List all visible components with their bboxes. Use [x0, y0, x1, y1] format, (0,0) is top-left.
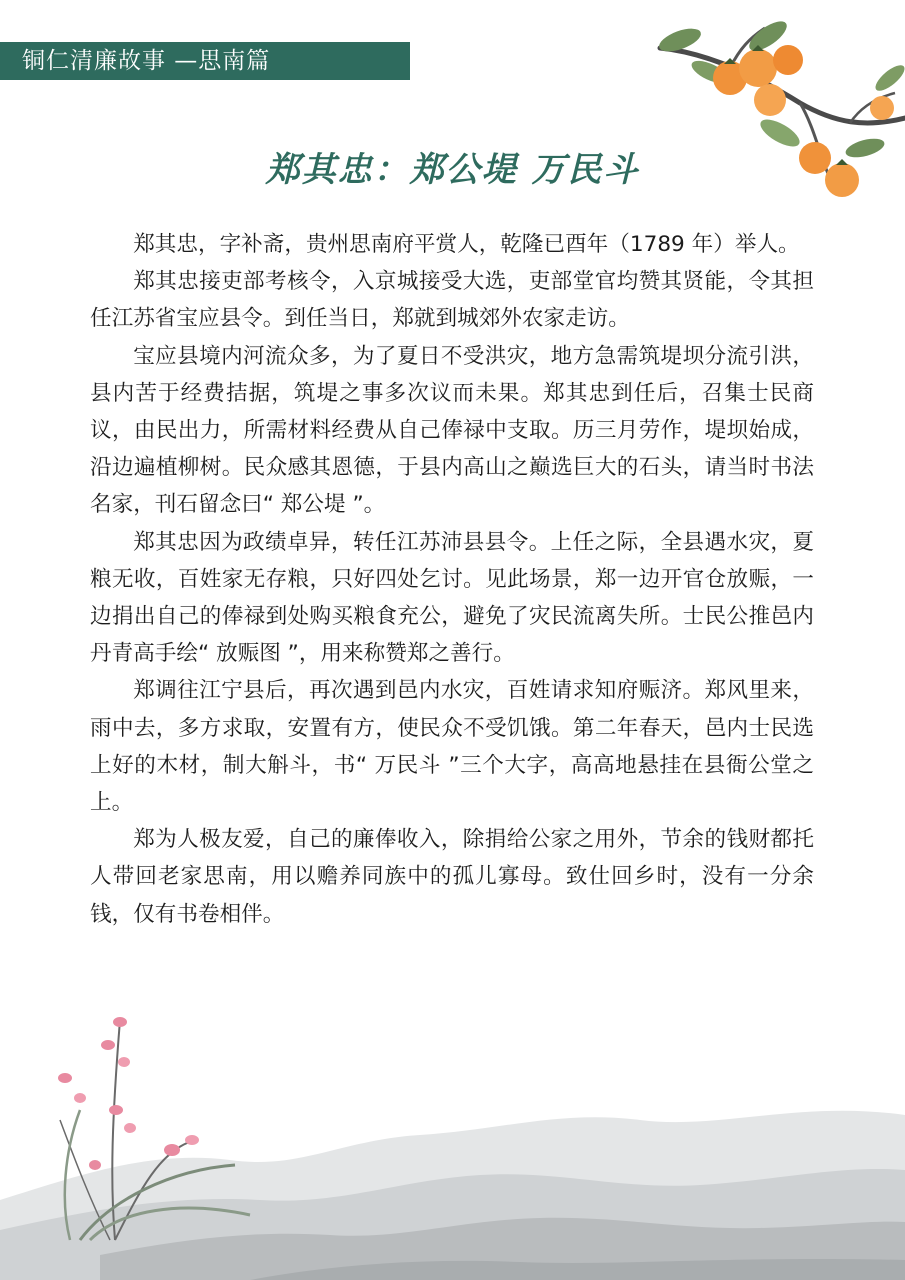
paragraph-5: 郑调往江宁县后，再次遇到邑内水灾，百姓请求知府赈济。郑风里来，雨中去，多方求取，安置有方，使民众不受饥饿。第二年春天，邑内士民选上好的木材，制大斛斗，书“ 万民斗 ”三个大字，高高地悬挂在县衙公堂之上。	[90, 678, 814, 816]
paragraph-4: 郑其忠因为政绩卓异，转任江苏沛县县令。上任之际，全县遇水灾，夏粮无收，百姓家无存粮，只好四处乞讨。见此场景，郑一边开官仓放赈，一边捐出自己的俸禄到处购买粮食充公，避免了灾民流离失所。士民公推邑内丹青高手绘“ 放赈图 ”，用来称赞郑之善行。	[90, 529, 814, 667]
orchid-blossom-illustration	[20, 1000, 260, 1250]
paragraph-6: 郑为人极友爱，自己的廉俸收入，除捐给公家之用外，节余的钱财都托人带回老家思南，用以赡养同族中的孤儿寡母。致仕回乡时，没有一分余钱，仅有书卷相伴。	[90, 827, 814, 927]
paragraph-2: 郑其忠接吏部考核令，入京城接受大选，吏部堂官均赞其贤能，令其担任江苏省宝应县令。到任当日，郑就到城郊外农家走访。	[90, 269, 814, 332]
series-banner	[0, 42, 410, 80]
series-title: 铜仁清廉故事 —思南篇	[22, 48, 271, 74]
banner-accent-bar	[398, 42, 402, 80]
paragraph-1: 郑其忠，字补斋，贵州思南府平赏人，乾隆已酉年（1789 年）举人。	[133, 232, 800, 257]
banner-accent-bar-thin	[405, 42, 408, 80]
article-title: 郑其忠：郑公堤 万民斗	[265, 150, 640, 190]
paragraph-3: 宝应县境内河流众多，为了夏日不受洪灾，地方急需筑堤坝分流引洪，县内苦于经费拮据，筑堤之事多次议而未果。郑其忠到任后，召集士民商议，由民出力，所需材料经费从自己俸禄中支取。历三月劳作，堤坝始成，沿边遍植柳树。民众感其恩德，于县内高山之巅选巨大的石头，请当时书法名家，刊石留念曰“ 郑公堤 ”。	[90, 343, 814, 518]
article-body	[90, 226, 814, 933]
